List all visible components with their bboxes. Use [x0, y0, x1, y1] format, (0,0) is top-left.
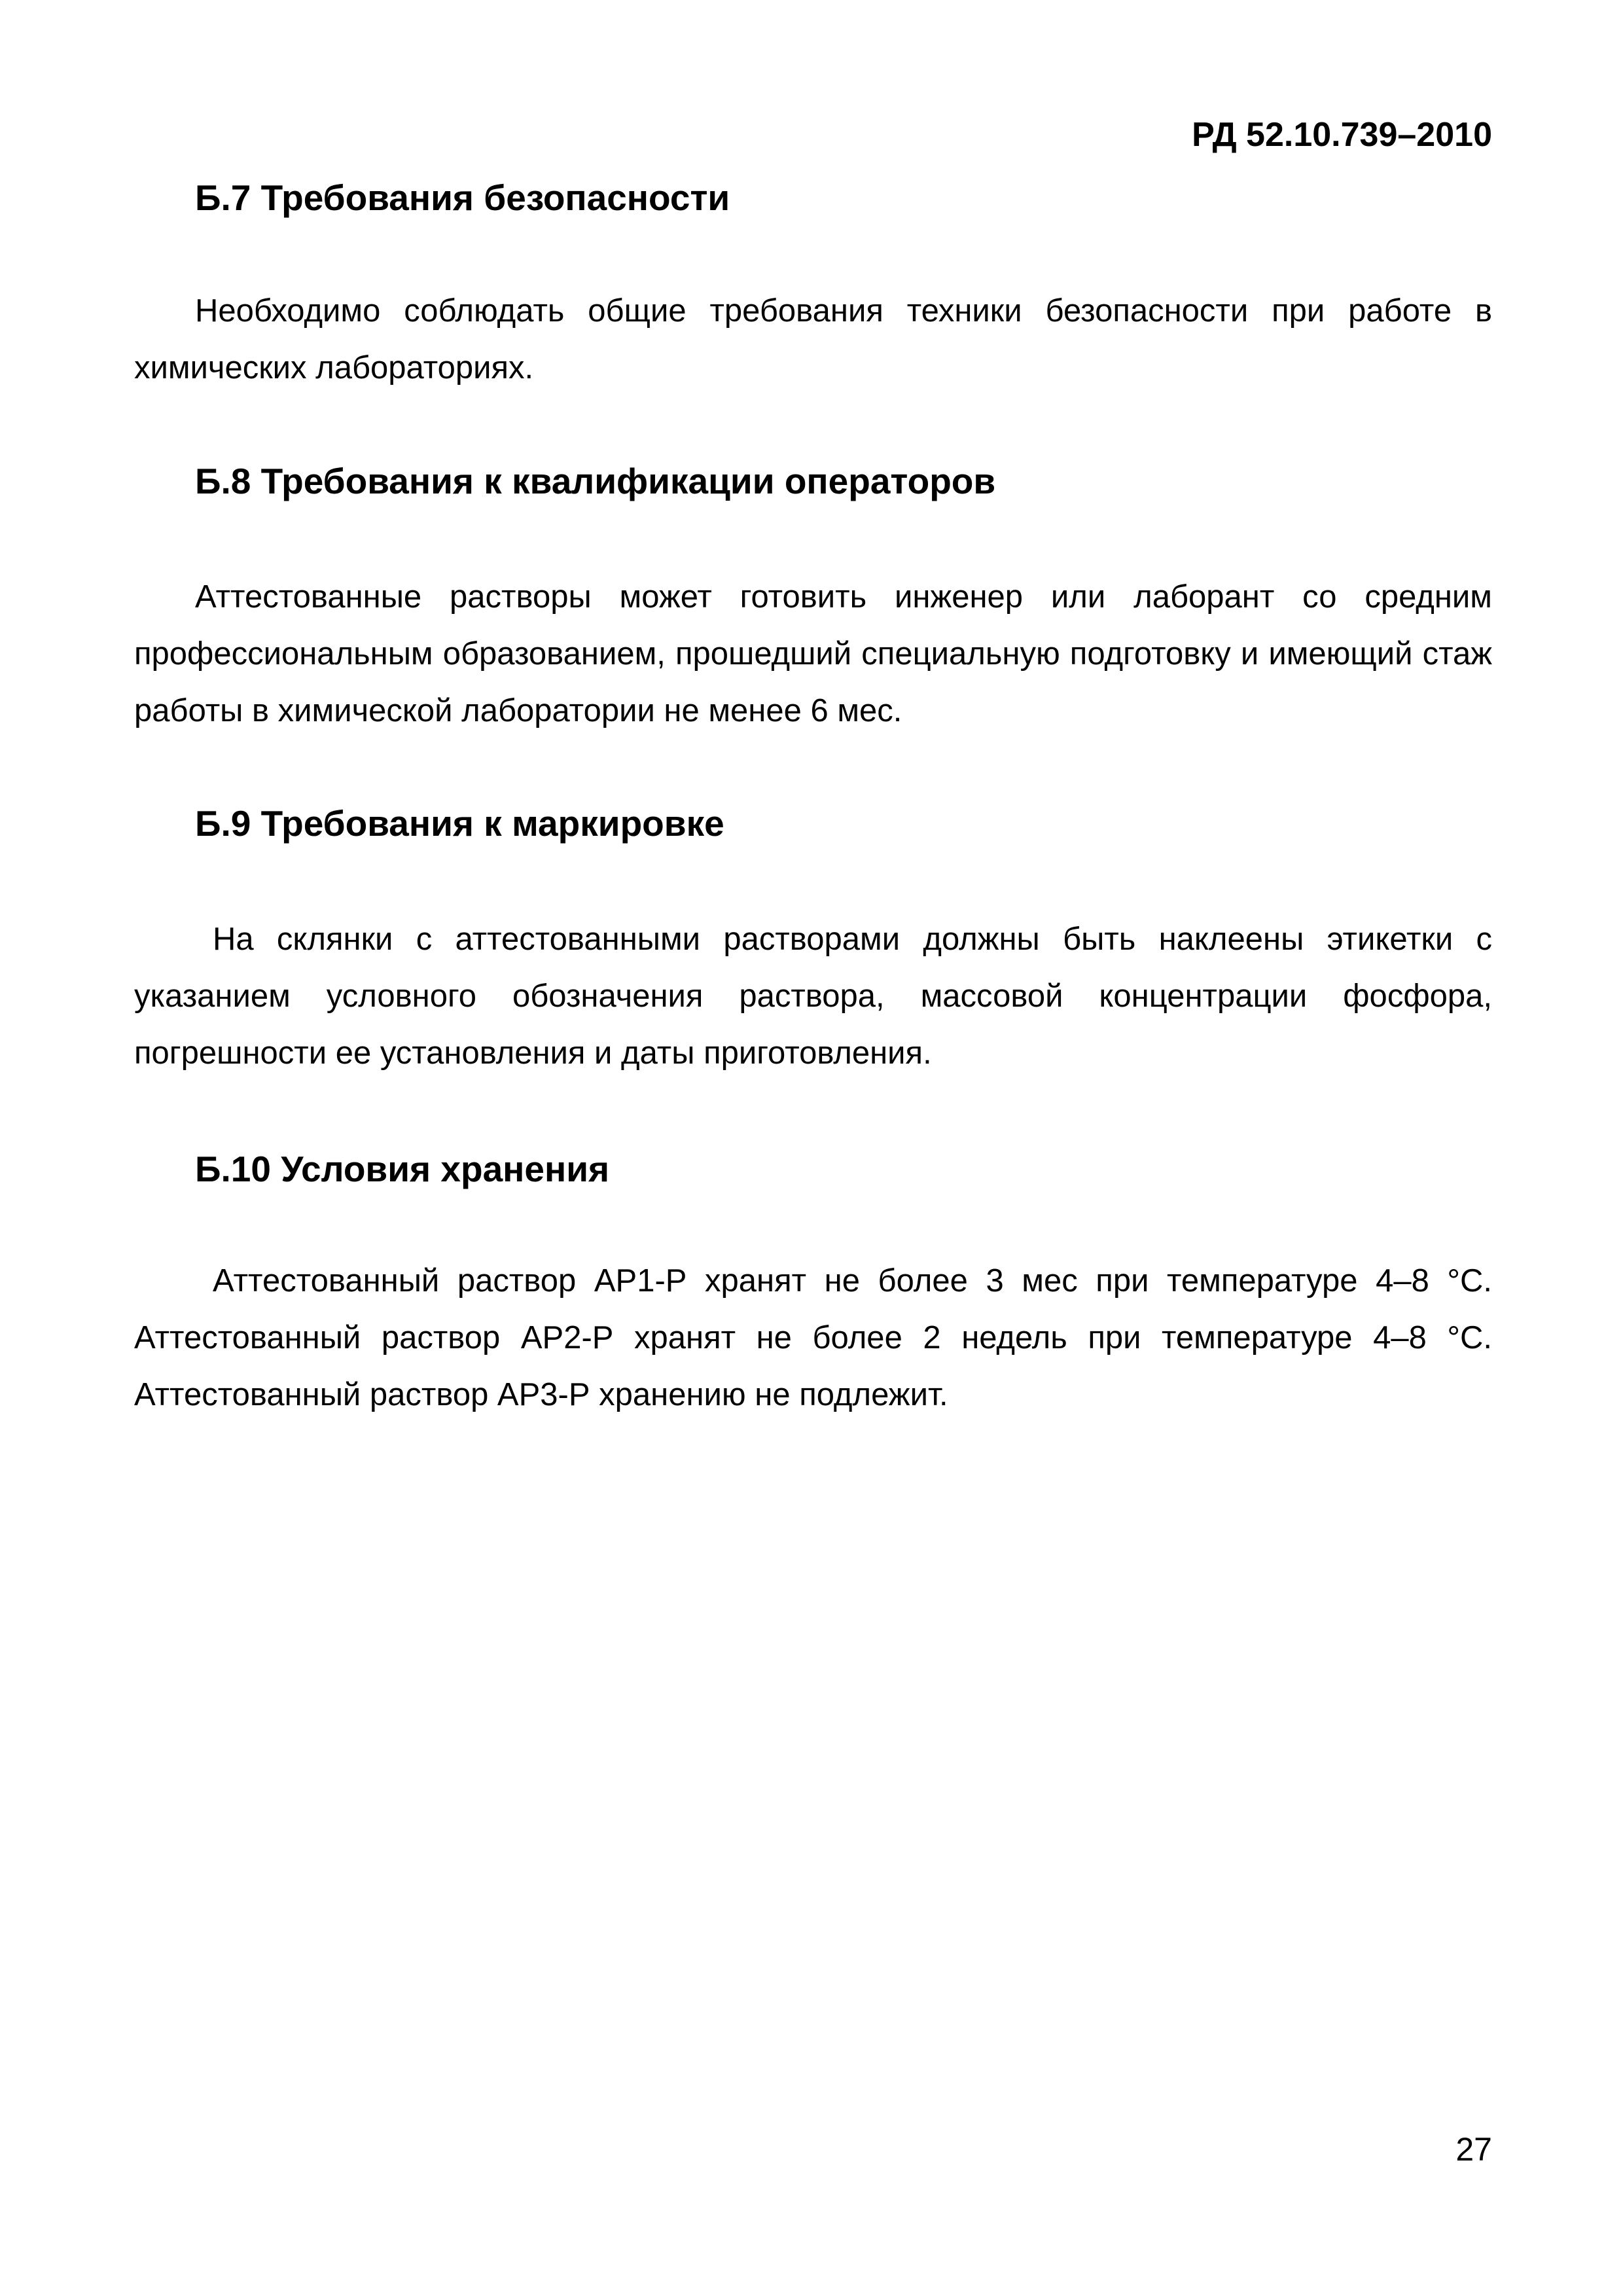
storage-line-ap2: Аттестованный раствор АР2-Р хранят не более 2 недель при температуре 4–8 °С. [134, 1320, 1492, 1355]
section-text-b9: На склянки с аттестованными растворами должны быть наклеены этикетки с указанием условного обозначения раствора, массовой концентрации фосфора, погрешности ее установления и даты приготовления. [134, 922, 1492, 1071]
section-text-b7: Необходимо соблюдать общие требования техники безопасности при работе в химических лабораториях. [134, 293, 1492, 386]
storage-line-ap3: Аттестованный раствор АР3-Р хранению не подлежит. [134, 1377, 948, 1412]
storage-line-ap1: Аттестованный раствор АР1-Р хранят не более 3 мес при температуре 4–8 °С. [213, 1263, 1492, 1299]
section-heading-b8: Б.8 Требования к квалификации операторов [195, 461, 996, 501]
section-text-b10 [134, 1253, 1492, 1424]
section-heading-b7: Б.7 Требования безопасности [195, 177, 730, 218]
document-code: РД 52.10.739–2010 [1192, 116, 1492, 154]
section-heading-b9: Б.9 Требования к маркировке [195, 803, 724, 844]
section-text-b8: Аттестованные растворы может готовить инженер или лаборант со средним профессиональным образованием, прошедший специальную подготовку и имеющий стаж работы в химической лаборатории не менее 6 мес. [134, 579, 1492, 728]
page-number: 27 [1455, 2131, 1492, 2168]
section-heading-b10: Б.10 Условия хранения [195, 1149, 610, 1189]
